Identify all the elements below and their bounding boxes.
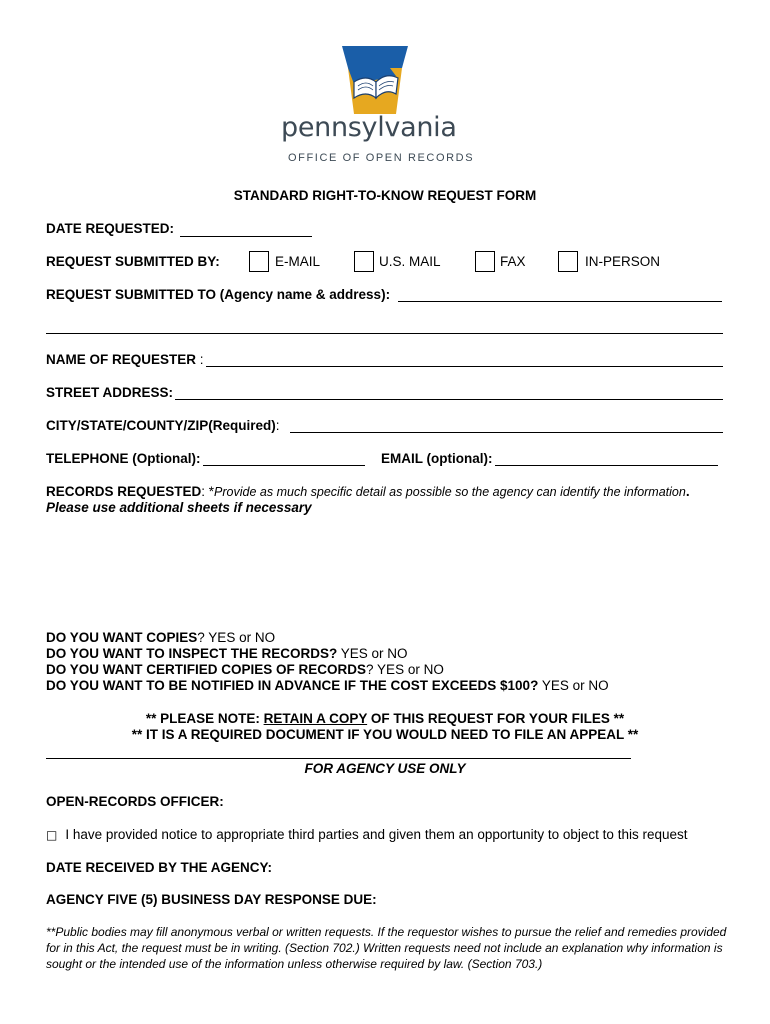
notice-underlined: RETAIN A COPY [263, 711, 368, 726]
name-label: NAME OF REQUESTER [46, 352, 197, 367]
name-row [46, 352, 204, 367]
us-mail-checkbox[interactable] [354, 251, 374, 272]
records-label: RECORDS REQUESTED [46, 484, 202, 499]
logo-subtitle: OFFICE OF OPEN RECORDS [288, 152, 475, 164]
logo-wordmark: pennsylvania [281, 112, 457, 143]
question-text: DO YOU WANT CERTIFIED COPIES OF RECORDS [46, 662, 367, 677]
third-party-checkbox-icon[interactable]: □ [46, 828, 58, 842]
name-field[interactable] [206, 366, 723, 367]
footnote: **Public bodies may fill anonymous verbal or written requests. If the requestor wishes to pursue the relief and remedies provided for in this Act, the request must be in writing. (Section 702.) Written requests need not include an explanation why information is sought or the intended use of the information unless otherwise required by law. (Section 703.) [46, 925, 727, 971]
city-colon: : [275, 418, 280, 433]
city-row [46, 418, 280, 433]
question-answer: YES or NO [337, 646, 408, 661]
telephone-label: TELEPHONE (Optional): [46, 451, 201, 466]
question-inspect [46, 646, 408, 661]
question-certified [46, 662, 444, 677]
telephone-field[interactable] [203, 465, 365, 466]
keystone-book-logo [340, 44, 410, 116]
name-colon: : [196, 352, 204, 367]
city-label: CITY/STATE/COUNTY/ZIP(Required) [46, 418, 276, 433]
question-answer: YES or NO [538, 678, 609, 693]
email-checkbox[interactable] [249, 251, 269, 272]
question-notify-cost [46, 678, 609, 693]
additional-sheets-note: Please use additional sheets if necessary [46, 500, 312, 515]
question-mark: ? [366, 662, 374, 677]
fax-option-label: FAX [500, 254, 526, 269]
email-label: EMAIL (optional): [381, 451, 493, 466]
records-hint: Provide as much specific detail as possible so the agency can identify the information [214, 485, 686, 499]
question-copies [46, 630, 275, 645]
email-field[interactable] [495, 465, 718, 466]
fax-checkbox[interactable] [475, 251, 495, 272]
us-mail-option-label: U.S. MAIL [379, 254, 441, 269]
submitted-to-field-line2[interactable] [46, 333, 723, 334]
in-person-option-label: IN-PERSON [585, 254, 661, 269]
notice-prefix: ** PLEASE NOTE: [145, 711, 264, 726]
street-address-label: STREET ADDRESS: [46, 385, 174, 400]
appeal-notice: ** IT IS A REQUIRED DOCUMENT IF YOU WOULD NEED TO FILE AN APPEAL ** [131, 727, 639, 742]
submitted-by-label: REQUEST SUBMITTED BY: [46, 254, 220, 269]
agency-use-header: FOR AGENCY USE ONLY [304, 761, 466, 776]
question-text: DO YOU WANT COPIES [46, 630, 198, 645]
email-option-label: E-MAIL [275, 254, 321, 269]
city-field[interactable] [290, 432, 723, 433]
divider-line [46, 758, 631, 759]
street-address-field[interactable] [175, 399, 723, 400]
records-hint-end: . [685, 484, 690, 499]
response-due-label: AGENCY FIVE (5) BUSINESS DAY RESPONSE DUE: [46, 892, 377, 907]
submitted-to-label: REQUEST SUBMITTED TO (Agency name & address): [46, 287, 391, 302]
submitted-to-field[interactable] [398, 301, 722, 302]
date-requested-label: DATE REQUESTED: [46, 221, 175, 236]
question-answer: YES or NO [373, 662, 444, 677]
date-requested-field[interactable] [180, 236, 312, 237]
records-requested-area[interactable] [46, 520, 723, 625]
third-party-notice-text: I have provided notice to appropriate third parties and given them an opportunity to object to this request [65, 827, 688, 842]
records-row [46, 484, 690, 499]
question-answer: YES or NO [204, 630, 276, 645]
form-title: STANDARD RIGHT-TO-KNOW REQUEST FORM [233, 188, 537, 203]
open-records-officer-label: OPEN-RECORDS OFFICER: [46, 794, 224, 809]
in-person-checkbox[interactable] [558, 251, 578, 272]
notice-suffix: OF THIS REQUEST FOR YOUR FILES ** [367, 711, 625, 726]
question-mark: ? [197, 630, 205, 645]
third-party-notice-row [46, 827, 687, 842]
retain-copy-notice [0, 711, 770, 726]
date-received-label: DATE RECEIVED BY THE AGENCY: [46, 860, 273, 875]
question-text: DO YOU WANT TO INSPECT THE RECORDS? [46, 646, 338, 661]
records-colon: : * [201, 484, 215, 499]
question-text: DO YOU WANT TO BE NOTIFIED IN ADVANCE IF THE COST EXCEEDS $100? [46, 678, 539, 693]
